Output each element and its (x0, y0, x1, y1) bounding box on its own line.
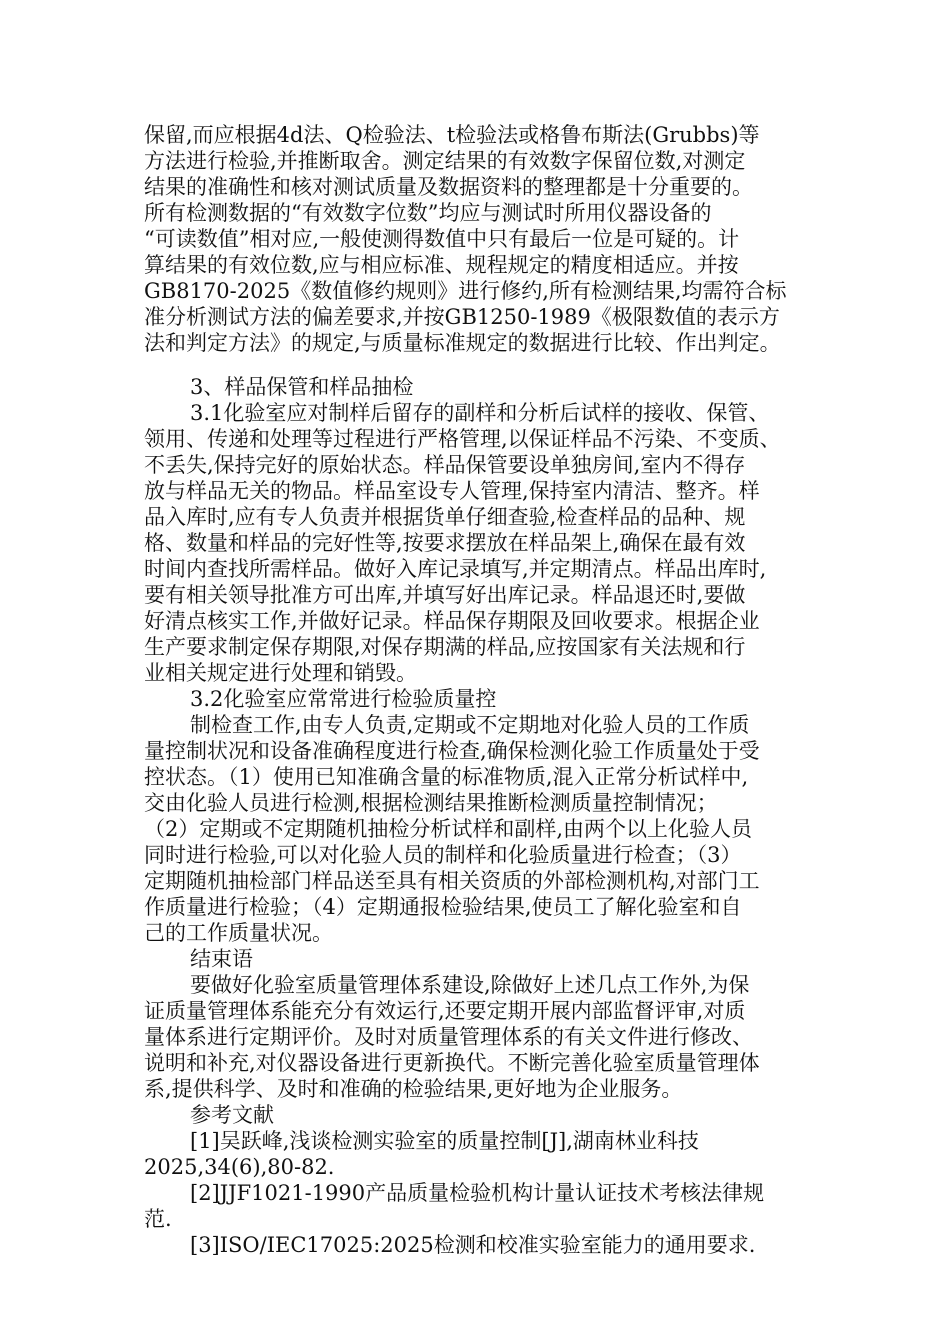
body-line: 不丢失,保持完好的原始状态。样品保管要设单独房间,室内不得存 (144, 453, 746, 477)
reference-item: 范. (144, 1207, 172, 1231)
body-line: 量控制状况和设备准确程度进行检查,确保检测化验工作质量处于受 (144, 739, 760, 763)
body-line: 要做好化验室质量管理体系建设,除做好上述几点工作外,为保 (190, 973, 750, 997)
reference-item: [1]吴跃峰,浅谈检测实验室的质量控制[J],湖南林业科技 (190, 1129, 699, 1153)
body-line: 制检查工作,由专人负责,定期或不定期地对化验人员的工作质 (190, 713, 750, 737)
body-line: 算结果的有效位数,应与相应标准、规程规定的精度相适应。并按 (144, 253, 739, 277)
body-line: 要有相关领导批准方可出库,并填写好出库记录。样品退还时,要做 (144, 583, 746, 607)
body-line: 同时进行检验,可以对化验人员的制样和化验质量进行检查；（3） (144, 843, 742, 867)
body-line: 准分析测试方法的偏差要求,并按GB1250-1989《极限数值的表示方 (144, 305, 780, 329)
body-line: 交由化验人员进行检测,根据检测结果推断检测质量控制情况； (144, 791, 718, 815)
body-line: 结果的准确性和核对测试质量及数据资料的整理都是十分重要的。 (144, 175, 753, 199)
body-line: 证质量管理体系能充分有效运行,还要定期开展内部监督评审,对质 (144, 999, 746, 1023)
body-line: 时间内查找所需样品。做好入库记录填写,并定期清点。样品出库时, (144, 557, 767, 581)
reference-item: [2]JJF1021-1990产品质量检验机构计量认证技术考核法律规 (190, 1181, 765, 1205)
body-line: GB8170-2025《数值修约规则》进行修约,所有检测结果,均需符合标 (144, 279, 787, 303)
body-line: 方法进行检验,并推断取舍。测定结果的有效数字保留位数,对测定 (144, 149, 746, 173)
body-line: 业相关规定进行处理和销毁。 (144, 661, 417, 685)
body-line: 好清点核实工作,并做好记录。样品保存期限及回收要求。根据企业 (144, 609, 760, 633)
conclusion-heading: 结束语 (190, 947, 253, 971)
subsection-heading: 3.2化验室应常常进行检验质量控 (190, 687, 497, 711)
body-line: 己的工作质量状况。 (144, 921, 333, 945)
body-line: 领用、传递和处理等过程进行严格管理,以保证样品不污染、不变质、 (144, 427, 781, 451)
body-line: 保留,而应根据4d法、Q检验法、t检验法或格鲁布斯法(Grubbs)等 (144, 123, 760, 147)
body-line: 生产要求制定保存期限,对保存期满的样品,应按国家有关法规和行 (144, 635, 746, 659)
body-line: 3.1化验室应对制样后留存的副样和分析后试样的接收、保管、 (190, 401, 770, 425)
reference-item: 2025,34(6),80-82. (144, 1155, 335, 1179)
body-line: 说明和补充,对仪器设备进行更新换代。不断完善化验室质量管理体 (144, 1051, 760, 1075)
body-line: 系,提供科学、及时和准确的检验结果,更好地为企业服务。 (144, 1077, 683, 1101)
body-line: 所有检测数据的“有效数字位数”均应与测试时所用仪器设备的 (144, 201, 712, 225)
body-line: 定期随机抽检部门样品送至具有相关资质的外部检测机构,对部门工 (144, 869, 760, 893)
references-heading: 参考文献 (190, 1103, 274, 1127)
body-line: 品入库时,应有专人负责并根据货单仔细查验,检查样品的品种、规 (144, 505, 746, 529)
section-heading: 3、样品保管和样品抽检 (190, 375, 414, 399)
body-line: 控状态。（1）使用已知准确含量的标准物质,混入正常分析试样中, (144, 765, 749, 789)
body-line: 量体系进行定期评价。及时对质量管理体系的有关文件进行修改、 (144, 1025, 753, 1049)
body-line: 格、数量和样品的完好性等,按要求摆放在样品架上,确保在最有效 (144, 531, 746, 555)
body-line: “可读数值”相对应,一般使测得数值中只有最后一位是可疑的。计 (144, 227, 740, 251)
body-line: 法和判定方法》的规定,与质量标准规定的数据进行比较、作出判定。 (144, 331, 781, 355)
body-line: 作质量进行检验；（4）定期通报检验结果,使员工了解化验室和自 (144, 895, 742, 919)
body-line: 放与样品无关的物品。样品室设专人管理,保持室内清洁、整齐。样 (144, 479, 760, 503)
body-line: （2）定期或不定期随机抽检分析试样和副样,由两个以上化验人员 (144, 817, 753, 841)
reference-item: [3]ISO/IEC17025:2025检测和校准实验室能力的通用要求. (190, 1233, 756, 1257)
